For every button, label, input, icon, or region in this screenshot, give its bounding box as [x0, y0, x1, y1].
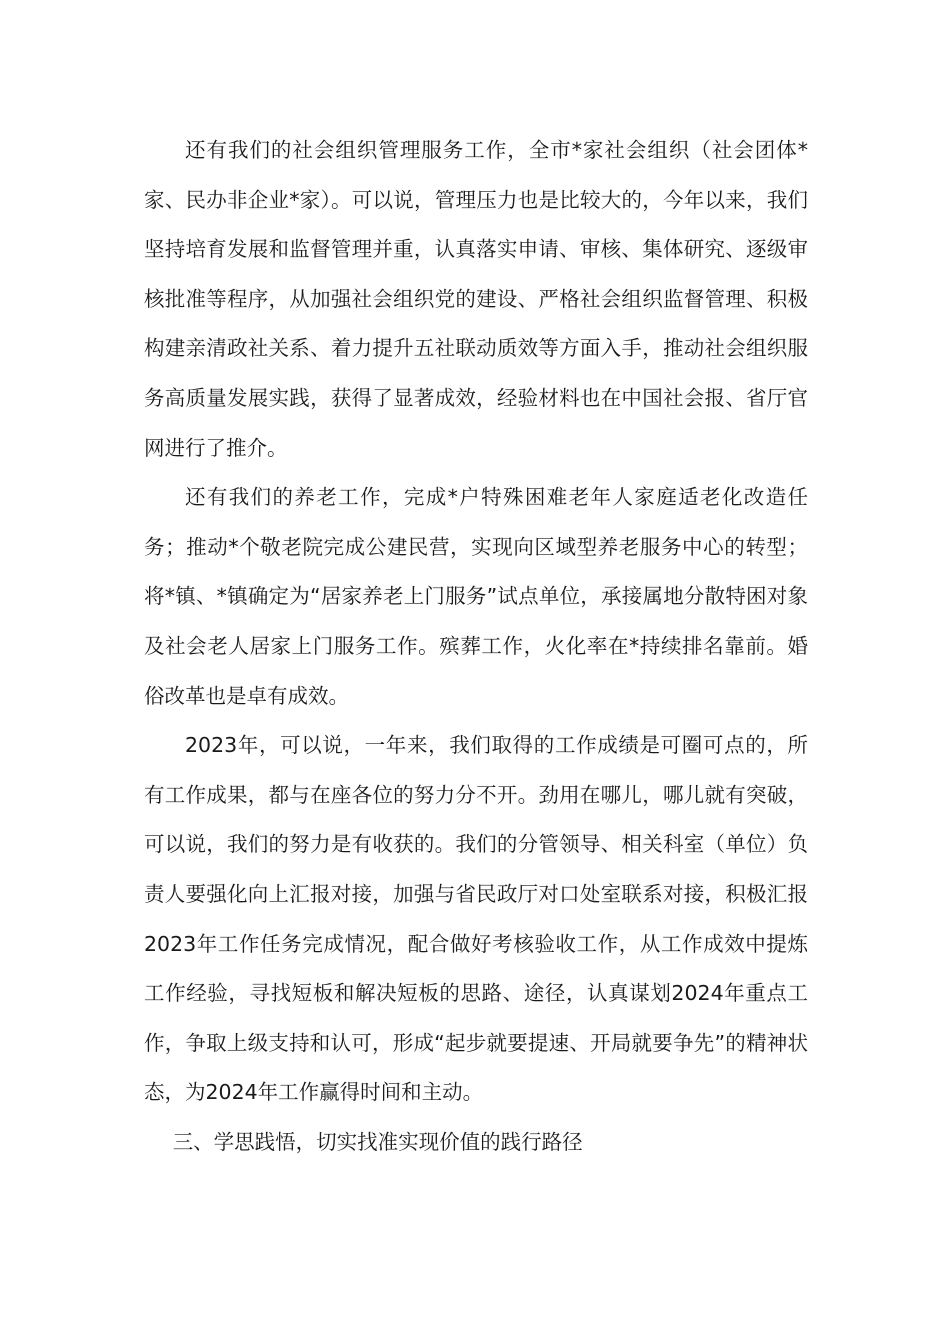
- paragraph-elderly-care: 还有我们的养老工作，完成*户特殊困难老年人家庭适老化改造任务；推动*个敬老院完成公建民营，实现向区域型养老服务中心的转型；将*镇、*镇确定为“居家养老上门服务”试点单位，承接属地分散特困对象及社会老人居家上门服务工作。殡葬工作，火化率在*持续排名靠前。婚俗改革也是卓有成效。: [144, 485, 808, 708]
- document-body: [144, 126, 808, 1167]
- section-heading: 三、学思践悟，切实找准实现价值的践行路径: [172, 1129, 583, 1154]
- paragraph-social-organizations: 还有我们的社会组织管理服务工作，全市*家社会组织（社会团体*家、民办非企业*家）。可以说，管理压力也是比较大的，今年以来，我们坚持培育发展和监督管理并重，认真落实申请、审核、集体研究、逐级审核批准等程序，从加强社会组织党的建设、严格社会组织监督管理、积极构建亲清政社关系、着力提升五社联动质效等方面入手，推动社会组织服务高质量发展实践，获得了显著成效，经验材料也在中国社会报、省厅官网进行了推介。: [144, 138, 808, 460]
- paragraph-2023-summary: 2023年，可以说，一年来，我们取得的工作成绩是可圈可点的，所有工作成果，都与在座各位的努力分不开。劲用在哪儿，哪儿就有突破，可以说，我们的努力是有收获的。我们的分管领导、相关科室（单位）负责人要强化向上汇报对接，加强与省民政厅对口处室联系对接，积极汇报2023年工作任务完成情况，配合做好考核验收工作，从工作成效中提炼工作经验，寻找短板和解决短板的思路、途径，认真谋划2024年重点工作，争取上级支持和认可，形成“起步就要提速、开局就要争先”的精神状态，为2024年工作赢得时间和主动。: [144, 733, 808, 1105]
